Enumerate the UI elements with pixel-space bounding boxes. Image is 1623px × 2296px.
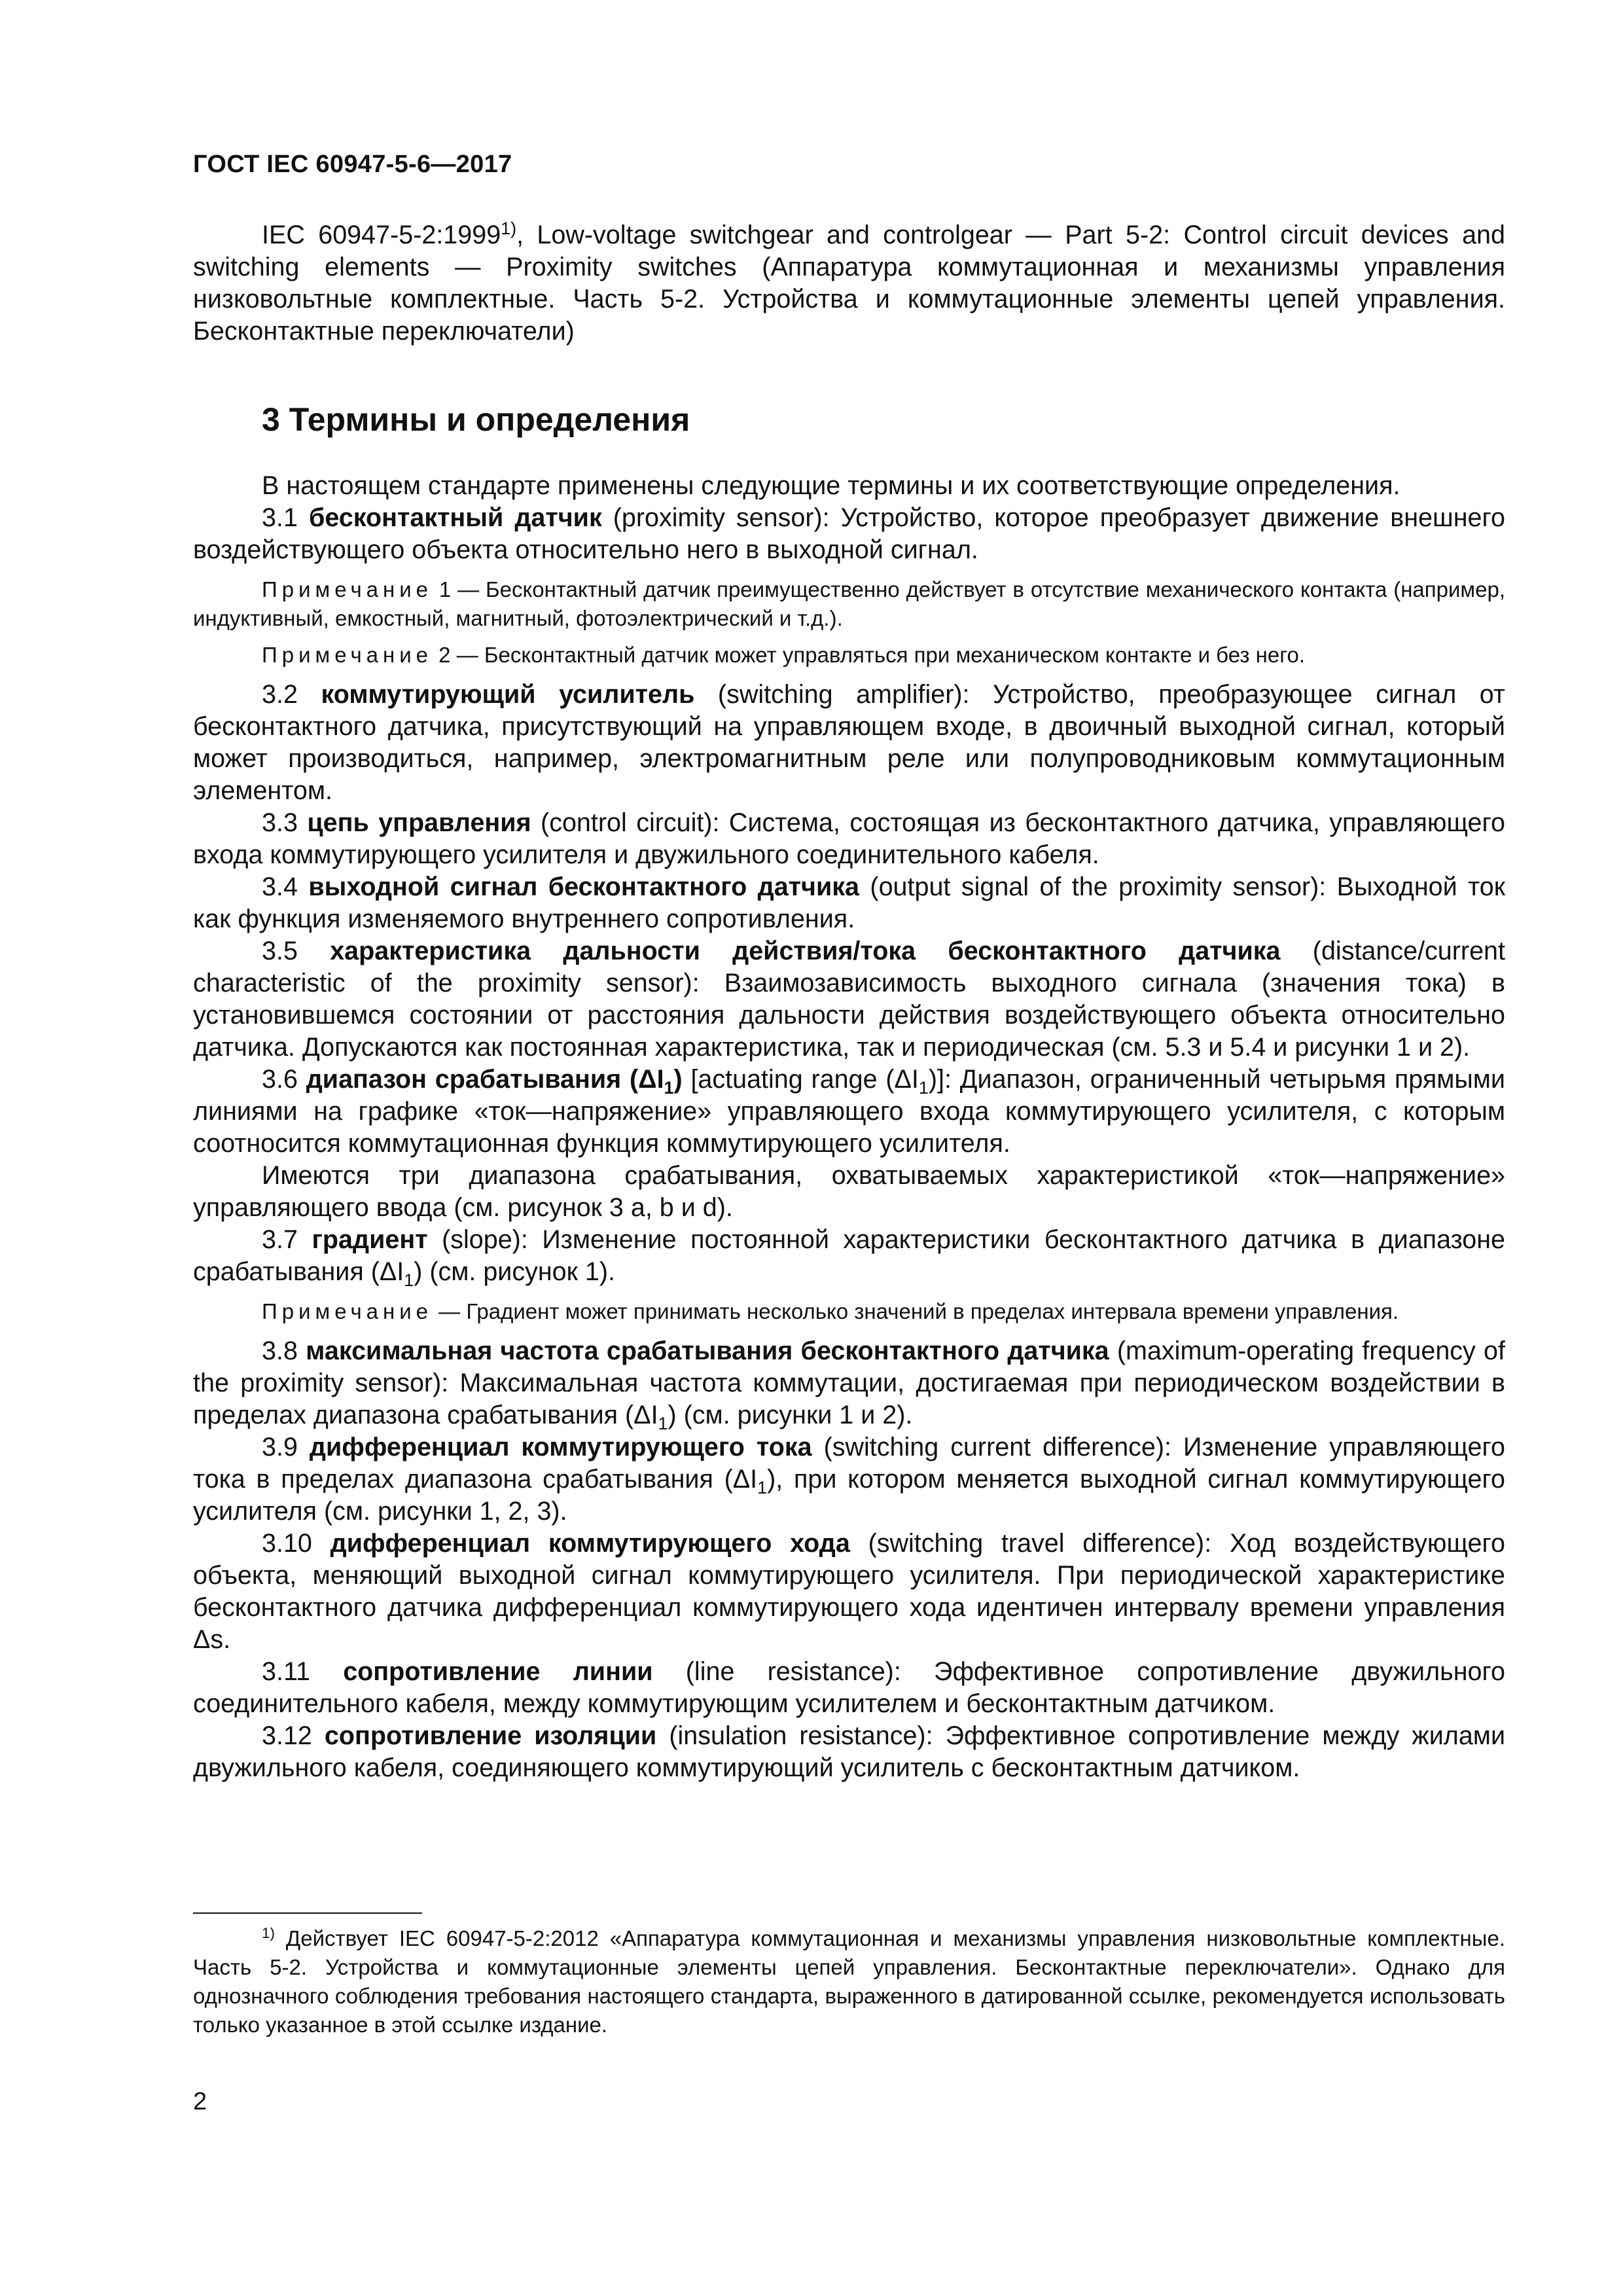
- term-name: диапазон срабатывания $(\Delta I_1)$: [306, 1065, 683, 1098]
- term-3-12: 3.12 сопротивление изоляции (insulation resistance): Эффективное сопротивление между жилами двужильного кабеля, соединяющего коммутирующий усилитель с бесконтактным датчиком.: [193, 1721, 1506, 1782]
- footnote-mark: 1): [501, 218, 517, 238]
- term-3-6-continuation: Имеются три диапазона срабатывания, охватываемых характеристикой «ток—напряжение» управляющего ввода (см. рисунок 3 a, b и d).: [193, 1161, 1505, 1222]
- term-3-10: 3.10 дифференциал коммутирующего хода (switching travel difference): Ход воздействующего объекта, меняющий выходной сигнал коммутирующего усилителя. При периодической характеристике бесконтактного датчика дифференциал коммутирующего хода идентичен интервалу времени управления Δs.: [193, 1529, 1506, 1654]
- term-name: бесконтактный датчик: [308, 503, 602, 532]
- note-label: Примечание: [262, 643, 433, 667]
- page-body: [193, 219, 1505, 1784]
- term-name: характеристика дальности действия/тока бесконтактного датчика: [330, 937, 1281, 965]
- term-3-11: 3.11 сопротивление линии (line resistance): Эффективное сопротивление двужильного соединительного кабеля, между коммутирующим усилителем и бесконтактным датчиком.: [193, 1657, 1505, 1718]
- term-name: максимальная частота срабатывания бесконтактного датчика: [306, 1336, 1109, 1365]
- term-3-2: 3.2 коммутирующий усилитель (switching amplifier): Устройство, преобразующее сигнал от бесконтактного датчика, присутствующий на управляющем входе, в двоичный выходной сигнал, который может производиться, например, электромагнитным реле или полупроводниковым коммутационным элементом.: [193, 680, 1505, 805]
- term-3-9: 3.9 дифференциал коммутирующего тока (switching current difference): Изменение управляющего тока в пределах диапазона срабатывания $(\Delta I_1)$, при котором меняется выходной сигнал коммутирующего усилителя (см. рисунки 1, 2, 3).: [193, 1433, 1505, 1526]
- note-label: Примечание: [262, 1299, 433, 1323]
- section-intro: В настоящем стандарте применены следующие термины и их соответствующие определения.: [262, 471, 1400, 500]
- note-2: Примечание 2 — Бесконтактный датчик может управляться при механическом контакте и без него.: [262, 643, 1306, 667]
- term-3-4: 3.4 выходной сигнал бесконтактного датчика (output signal of the proximity sensor): Выходной ток как функция изменяемого внутреннего сопротивления.: [193, 872, 1506, 933]
- section-title: 3 Термины и определения: [262, 401, 690, 438]
- term-3-7: 3.7 градиент (slope): Изменение постоянной характеристики бесконтактного датчика в диапазоне срабатывания $(\Delta I_1)$ (см. рисунок 1).: [193, 1225, 1506, 1290]
- term-name: выходной сигнал бесконтактного датчика: [308, 872, 860, 901]
- term-3-3: 3.3 цепь управления (control circuit): Система, состоящая из бесконтактного датчика, управляющего входа коммутирующего усилителя и двужильного соединительного кабеля.: [193, 808, 1505, 869]
- page-number: 2: [193, 2088, 207, 2115]
- document-code-header: ГОСТ IEC 60947-5-6—2017: [193, 151, 512, 178]
- term-3-1: 3.1 бесконтактный датчик (proximity sensor): Устройство, которое преобразует движение внешнего воздействующего объекта относительно него в выходной сигнал.: [193, 503, 1505, 564]
- term-name: цепь управления: [307, 808, 531, 837]
- footnote-text: Действует IEC 60947-5-2:2012 «Аппаратура коммутационная и механизмы управления низковольтные комплектные. Часть 5-2. Устройства и коммутационные элементы цепей управления. Бесконтактные переключатели». Однако для однозначного соблюдения требования настоящего стандарта, выраженного в датированной ссылке, рекомендуется использовать только указанное в этой ссылке издание.: [193, 1926, 1505, 2037]
- footnote: [193, 1924, 1505, 2039]
- note-1: Примечание 1 — Бесконтактный датчик преимущественно действует в отсутствие механического контакта (например, индуктивный, емкостный, магнитный, фотоэлектрический и т.д.).: [193, 577, 1505, 630]
- term-3-8: 3.8 максимальная частота срабатывания бесконтактного датчика (maximum-operating frequency of the proximity sensor): Максимальная частота коммутации, достигаемая при периодическом воздействии в пределах диапазона срабатывания $(\Delta I_1)$ (см. рисунки 1 и 2).: [193, 1336, 1505, 1433]
- term-name: сопротивление изоляции: [324, 1721, 657, 1750]
- term-name: градиент: [312, 1225, 428, 1254]
- note-label: Примечание: [262, 577, 433, 601]
- reference-text: , Low-voltage switchgear and controlgear — Part 5-2: Control circuit devices and switching elements — Proximity switches (Аппаратура коммутационная и механизмы управления низковольтные комплектные. Часть 5-2. Устройства и коммутационные элементы цепей управления. Бесконтактные переключатели): [193, 221, 1505, 346]
- term-name: дифференциал коммутирующего тока: [309, 1433, 812, 1462]
- term-name: сопротивление линии: [343, 1657, 653, 1686]
- reference-code: IEC 60947-5-2:1999: [262, 221, 501, 249]
- term-name: дифференциал коммутирующего хода: [330, 1529, 850, 1558]
- footnote-divider: [193, 1912, 422, 1914]
- footnote-mark: 1): [262, 1925, 275, 1941]
- note-3: Примечание — Градиент может принимать несколько значений в пределах интервала времени управления.: [262, 1299, 1399, 1323]
- term-3-5: 3.5 характеристика дальности действия/тока бесконтактного датчика (distance/current characteristic of the proximity sensor): Взаимозависимость выходного сигнала (значения тока) в установившемся состоянии от расстояния дальности действия воздействующего объекта относительно датчика. Допускаются как постоянная характеристика, так и периодическая (см. 5.3 и 5.4 и рисунки 1 и 2).: [193, 937, 1505, 1062]
- term-3-6: 3.6 диапазон срабатывания $(\Delta I_1)$ [actuating range $(\Delta I_1)$]: Диапазон, ограниченный четырьмя прямыми линиями на графике «ток—напряжение» управляющего входа коммутирующего усилителя, с которым соотносится коммутационная функция коммутирующего усилителя.: [193, 1065, 1505, 1158]
- normative-reference: [193, 219, 1505, 348]
- term-name: коммутирующий усилитель: [321, 680, 695, 709]
